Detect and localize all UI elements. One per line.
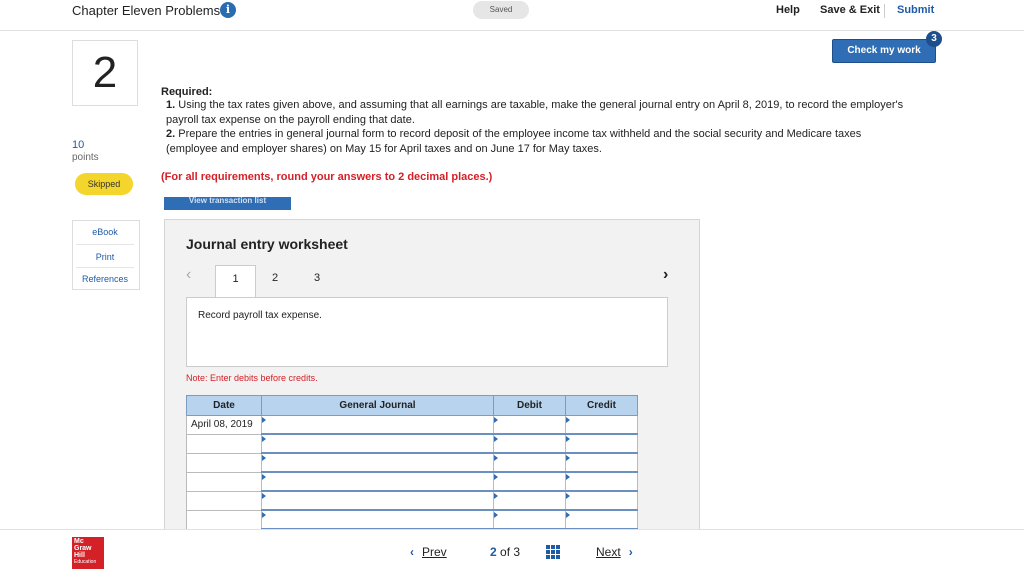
chevron-right-icon[interactable]: ›	[663, 266, 669, 283]
date-cell[interactable]	[187, 491, 262, 510]
prev-label: Prev	[422, 545, 447, 559]
entry-description: Record payroll tax expense.	[198, 310, 322, 321]
requirement-text: Using the tax rates given above, and assuming that all earnings are taxable, make the general journal entry on April 8, 2019, to record the employer's payroll tax expense on the payroll ending that date.	[166, 99, 904, 126]
date-cell[interactable]	[187, 510, 262, 529]
account-input[interactable]	[262, 491, 494, 510]
credit-input[interactable]	[566, 491, 638, 510]
credit-input[interactable]	[566, 416, 638, 435]
rounding-note: (For all requirements, round your answers to 2 decimal places.)	[161, 171, 493, 183]
page-indicator	[490, 545, 520, 559]
chevron-right-icon: ›	[628, 545, 633, 559]
assignment-title: Chapter Eleven Problems	[72, 3, 221, 18]
view-transaction-list-button[interactable]: View transaction list	[164, 197, 291, 210]
date-cell[interactable]: April 08, 2019	[187, 416, 262, 435]
debit-input[interactable]	[494, 434, 566, 453]
logo-line: Mc	[74, 538, 84, 545]
logo-line: Hill	[74, 552, 85, 559]
date-cell[interactable]	[187, 434, 262, 453]
credit-input[interactable]	[566, 510, 638, 529]
skipped-status-badge: Skipped	[75, 173, 133, 195]
worksheet-title: Journal entry worksheet	[186, 236, 348, 252]
account-input[interactable]	[262, 510, 494, 529]
worksheet-tab-1[interactable]: 1	[215, 265, 256, 298]
debit-input[interactable]	[494, 472, 566, 491]
points-label: points	[72, 152, 99, 163]
header-divider	[884, 4, 885, 18]
prev-button[interactable]	[410, 545, 447, 559]
requirement-text: Prepare the entries in general journal form to record deposit of the employee income tax withheld and the social security and Medicare taxes (employee and employer shares) on May 15 for April taxes and on June 17 for May taxes.	[166, 128, 862, 155]
account-input[interactable]	[262, 472, 494, 491]
page-current: 2	[490, 545, 497, 559]
help-link[interactable]: Help	[776, 4, 800, 16]
table-row	[187, 434, 638, 453]
credit-input[interactable]	[566, 434, 638, 453]
requirement-2	[166, 127, 906, 157]
debit-credit-note: Note: Enter debits before credits.	[186, 373, 318, 383]
column-header-general-journal: General Journal	[262, 396, 494, 416]
print-link[interactable]: Print	[95, 252, 115, 262]
column-header-date: Date	[187, 396, 262, 416]
page-total: 3	[513, 545, 521, 559]
column-header-credit: Credit	[566, 396, 638, 416]
ebook-link[interactable]: eBook	[92, 227, 118, 237]
requirement-number: 1.	[166, 99, 176, 111]
page-of: of	[500, 545, 511, 559]
logo-line: Education	[74, 559, 97, 565]
table-row	[187, 453, 638, 472]
check-my-work-button[interactable]: Check my work	[832, 39, 936, 63]
check-attempts-badge: 3	[926, 31, 942, 47]
table-row	[187, 416, 638, 435]
account-input[interactable]	[262, 434, 494, 453]
worksheet-tab-2[interactable]: 2	[271, 272, 279, 284]
chevron-left-icon[interactable]: ‹	[186, 266, 192, 283]
next-button[interactable]	[596, 545, 633, 559]
credit-input[interactable]	[566, 453, 638, 472]
next-label: Next	[596, 545, 621, 559]
debit-input[interactable]	[494, 453, 566, 472]
chevron-left-icon: ‹	[410, 545, 414, 559]
entry-description-box	[186, 297, 668, 367]
saved-status-badge: Saved	[473, 1, 529, 19]
debit-input[interactable]	[494, 491, 566, 510]
debit-input[interactable]	[494, 416, 566, 435]
required-heading: Required:	[161, 86, 213, 98]
table-row	[187, 491, 638, 510]
question-grid-icon[interactable]	[546, 545, 560, 559]
column-header-debit: Debit	[494, 396, 566, 416]
table-row	[187, 472, 638, 491]
credit-input[interactable]	[566, 472, 638, 491]
references-link[interactable]: References	[81, 274, 129, 284]
sidebar-divider	[76, 267, 134, 268]
logo-line: Graw	[74, 545, 92, 552]
question-number: 2	[72, 40, 138, 106]
account-input[interactable]	[262, 453, 494, 472]
requirement-1	[166, 98, 906, 128]
requirement-number: 2.	[166, 128, 176, 140]
sidebar-divider	[76, 244, 134, 245]
date-cell[interactable]	[187, 472, 262, 491]
account-input[interactable]	[262, 416, 494, 435]
points-value: 10	[72, 139, 85, 151]
date-cell[interactable]	[187, 453, 262, 472]
worksheet-tab-3[interactable]: 3	[313, 272, 321, 284]
submit-link[interactable]: Submit	[897, 4, 935, 16]
save-exit-link[interactable]: Save & Exit	[820, 4, 880, 16]
mcgraw-hill-logo	[72, 537, 104, 569]
journal-table	[186, 395, 638, 530]
table-row	[187, 510, 638, 529]
debit-input[interactable]	[494, 510, 566, 529]
info-icon[interactable]: i	[220, 2, 236, 18]
